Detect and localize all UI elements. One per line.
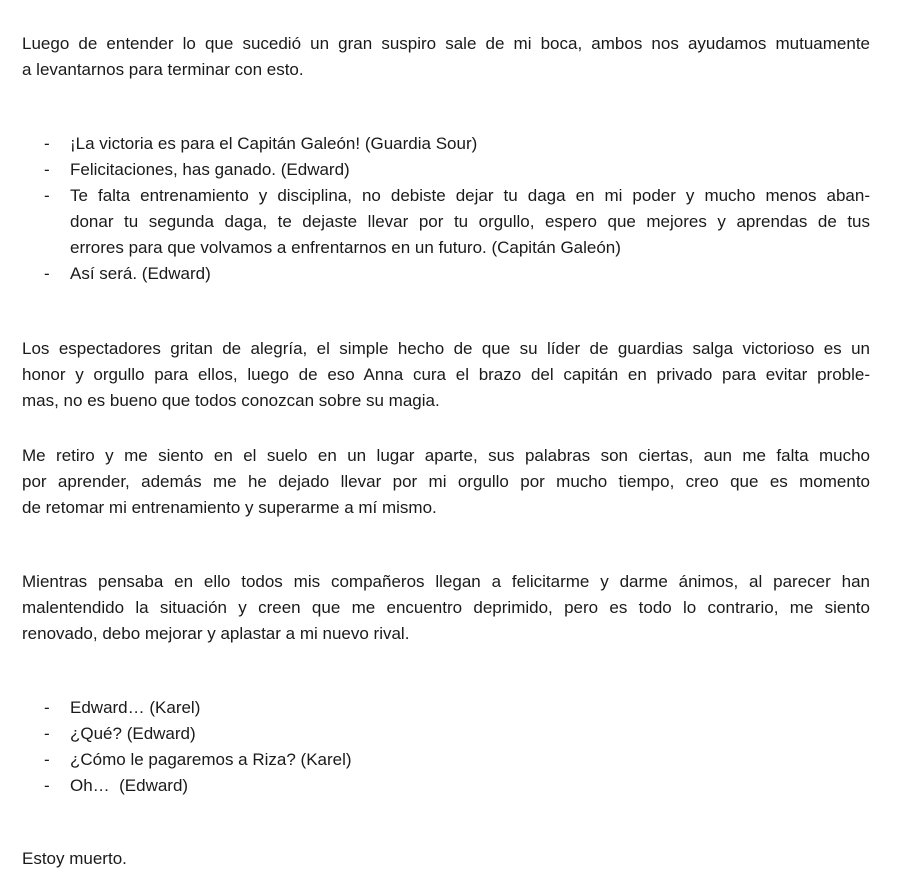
paragraph-line: por aprender, además me he dejado llevar por mi orgullo por mucho tiempo, creo que es momento bbox=[22, 472, 870, 491]
paragraph-line: malentendido la situación y creen que me encuentro deprimido, pero es todo lo contrario, me siento bbox=[22, 598, 870, 617]
paragraph-line: Los espectadores gritan de alegría, el simple hecho de que su líder de guardias salga victorioso es un bbox=[22, 339, 870, 358]
dialogue-line: errores para que volvamos a enfrentarnos en un futuro. (Capitán Galeón) bbox=[70, 238, 621, 257]
dialogue-line: donar tu segunda daga, te dejaste llevar por tu orgullo, espero que mejores y aprendas de tus bbox=[70, 212, 870, 231]
dialogue-line: Así será. (Edward) bbox=[70, 264, 211, 283]
paragraph-line: honor y orgullo para ellos, luego de eso Anna cura el brazo del capitán en privado para evitar proble- bbox=[22, 365, 870, 384]
paragraph-line: mas, no es bueno que todos conozcan sobre su magia. bbox=[22, 391, 440, 410]
paragraph-line: a levantarnos para terminar con esto. bbox=[22, 60, 304, 79]
dialogue-line: ¿Qué? (Edward) bbox=[70, 724, 196, 743]
dialogue-line: ¡La victoria es para el Capitán Galeón! (Guardia Sour) bbox=[70, 134, 478, 153]
closing-line: Estoy muerto. bbox=[22, 849, 127, 868]
dialogue-line: Felicitaciones, has ganado. (Edward) bbox=[70, 160, 350, 179]
dialogue-dash: - bbox=[44, 724, 50, 743]
dialogue-dash: - bbox=[44, 698, 50, 717]
dialogue-line: Te falta entrenamiento y disciplina, no debiste dejar tu daga en mi poder y mucho menos aban- bbox=[70, 186, 870, 205]
paragraph-line: renovado, debo mejorar y aplastar a mi nuevo rival. bbox=[22, 624, 410, 643]
dialogue-dash: - bbox=[44, 264, 50, 283]
paragraph-line: de retomar mi entrenamiento y superarme a mí mismo. bbox=[22, 498, 437, 517]
paragraph-line: Me retiro y me siento en el suelo en un lugar aparte, sus palabras son ciertas, aun me falta mucho bbox=[22, 446, 870, 465]
dialogue-line: Edward… (Karel) bbox=[70, 698, 201, 717]
dialogue-dash: - bbox=[44, 160, 50, 179]
paragraph-line: Luego de entender lo que sucedió un gran suspiro sale de mi boca, ambos nos ayudamos mutuamente bbox=[22, 34, 870, 53]
dialogue-dash: - bbox=[44, 134, 50, 153]
dialogue-dash: - bbox=[44, 776, 50, 795]
dialogue-dash: - bbox=[44, 186, 50, 205]
paragraph-line: Mientras pensaba en ello todos mis compañeros llegan a felicitarme y darme ánimos, al parecer han bbox=[22, 572, 870, 591]
dialogue-dash: - bbox=[44, 750, 50, 769]
dialogue-line: Oh… (Edward) bbox=[70, 776, 189, 795]
dialogue-line: ¿Cómo le pagaremos a Riza? (Karel) bbox=[70, 750, 352, 769]
